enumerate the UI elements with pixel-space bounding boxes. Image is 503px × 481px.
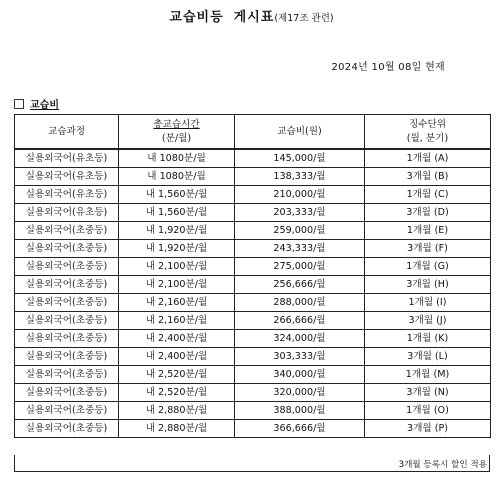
cell-course: 실용외국어(초중등) — [15, 276, 119, 294]
cell-course: 실용외국어(초중등) — [15, 330, 119, 348]
cell-unit: 3개월 (J) — [365, 312, 491, 330]
cell-course: 실용외국어(초중등) — [15, 366, 119, 384]
header-unit-line1: 징수단위 — [408, 118, 447, 130]
cell-course: 실용외국어(초중등) — [15, 222, 119, 240]
cell-time: 내 1,560분/월 — [119, 186, 235, 204]
cell-unit: 1개월 (E) — [365, 222, 491, 240]
cell-unit: 3개월 (N) — [365, 384, 491, 402]
cell-time: 내 2,400분/월 — [119, 348, 235, 366]
table-row — [15, 330, 491, 348]
header-unit — [365, 115, 491, 150]
cell-course: 실용외국어(유초등) — [15, 168, 119, 186]
table-row — [15, 348, 491, 366]
footnote: 3개월 등록시 할인 적용 — [398, 460, 487, 470]
cell-time: 내 2,520분/월 — [119, 384, 235, 402]
cell-course: 실용외국어(초중등) — [15, 294, 119, 312]
cell-unit: 3개월 (P) — [365, 420, 491, 438]
cell-time: 내 1080분/월 — [119, 168, 235, 186]
table-header-row — [15, 115, 491, 150]
cell-unit: 1개월 (G) — [365, 258, 491, 276]
cell-fee: 138,333/월 — [235, 168, 365, 186]
title-main-2: 게시표 — [233, 10, 275, 25]
cell-time: 내 1,920분/월 — [119, 240, 235, 258]
table-row — [15, 240, 491, 258]
table-row — [15, 222, 491, 240]
cell-course: 실용외국어(유초등) — [15, 204, 119, 222]
cell-time: 내 2,880분/월 — [119, 402, 235, 420]
header-time-line2: (분/월) — [161, 132, 192, 144]
title-sub: (제17조 관련) — [274, 13, 334, 24]
cell-course: 실용외국어(유초등) — [15, 149, 119, 168]
cell-fee: 340,000/월 — [235, 366, 365, 384]
table-row — [15, 276, 491, 294]
cell-fee: 259,000/월 — [235, 222, 365, 240]
section-heading — [14, 96, 59, 111]
cell-fee: 275,000/월 — [235, 258, 365, 276]
cell-fee: 266,666/월 — [235, 312, 365, 330]
cell-time: 내 2,100분/월 — [119, 258, 235, 276]
cell-course: 실용외국어(초중등) — [15, 240, 119, 258]
cell-course: 실용외국어(초중등) — [15, 312, 119, 330]
cell-time: 내 2,160분/월 — [119, 312, 235, 330]
cell-unit: 3개월 (D) — [365, 204, 491, 222]
fee-table — [14, 114, 491, 438]
cell-course: 실용외국어(초중등) — [15, 402, 119, 420]
table-row — [15, 402, 491, 420]
cell-time: 내 2,880분/월 — [119, 420, 235, 438]
cell-course: 실용외국어(초중등) — [15, 348, 119, 366]
cell-unit: 1개월 (C) — [365, 186, 491, 204]
table-row — [15, 204, 491, 222]
cell-time: 내 2,400분/월 — [119, 330, 235, 348]
cell-fee: 210,000/월 — [235, 186, 365, 204]
page-title — [0, 6, 503, 25]
title-main-1: 교습비등 — [169, 10, 224, 25]
cell-course: 실용외국어(초중등) — [15, 420, 119, 438]
cell-unit: 3개월 (B) — [365, 168, 491, 186]
cell-unit: 3개월 (L) — [365, 348, 491, 366]
table-row — [15, 258, 491, 276]
cell-unit: 1개월 (A) — [365, 149, 491, 168]
cell-fee: 388,000/월 — [235, 402, 365, 420]
table-row — [15, 186, 491, 204]
cell-course: 실용외국어(유초등) — [15, 186, 119, 204]
cell-unit: 1개월 (I) — [365, 294, 491, 312]
cell-fee: 366,666/월 — [235, 420, 365, 438]
cell-fee: 324,000/월 — [235, 330, 365, 348]
cell-unit: 3개월 (F) — [365, 240, 491, 258]
cell-unit: 1개월 (M) — [365, 366, 491, 384]
cell-fee: 288,000/월 — [235, 294, 365, 312]
cell-course: 실용외국어(초중등) — [15, 384, 119, 402]
header-course: 교습과정 — [15, 115, 119, 150]
date-line: 2024년 10월 08일 현재 — [331, 62, 445, 73]
cell-fee: 203,333/월 — [235, 204, 365, 222]
table-row — [15, 168, 491, 186]
table-row — [15, 294, 491, 312]
cell-fee: 320,000/월 — [235, 384, 365, 402]
cell-time: 내 1080분/월 — [119, 149, 235, 168]
section-label: 교습비 — [30, 100, 59, 111]
cell-fee: 303,333/월 — [235, 348, 365, 366]
header-time-line1: 총교습시간 — [153, 118, 200, 130]
cell-time: 내 2,160분/월 — [119, 294, 235, 312]
table-row — [15, 149, 491, 168]
cell-time: 내 2,100분/월 — [119, 276, 235, 294]
cell-time: 내 1,560분/월 — [119, 204, 235, 222]
cell-course: 실용외국어(초중등) — [15, 258, 119, 276]
cell-time: 내 2,520분/월 — [119, 366, 235, 384]
cell-fee: 145,000/월 — [235, 149, 365, 168]
checkbox-icon — [14, 99, 24, 109]
table-row — [15, 384, 491, 402]
header-unit-line2: (월, 분기) — [406, 132, 449, 144]
cell-unit: 1개월 (K) — [365, 330, 491, 348]
cell-fee: 256,666/월 — [235, 276, 365, 294]
cell-unit: 3개월 (H) — [365, 276, 491, 294]
cell-unit: 1개월 (O) — [365, 402, 491, 420]
header-time — [119, 115, 235, 150]
cell-fee: 243,333/월 — [235, 240, 365, 258]
cell-time: 내 1,920분/월 — [119, 222, 235, 240]
table-row — [15, 312, 491, 330]
table-row — [15, 420, 491, 438]
table-row — [15, 366, 491, 384]
header-fee: 교습비(원) — [235, 115, 365, 150]
